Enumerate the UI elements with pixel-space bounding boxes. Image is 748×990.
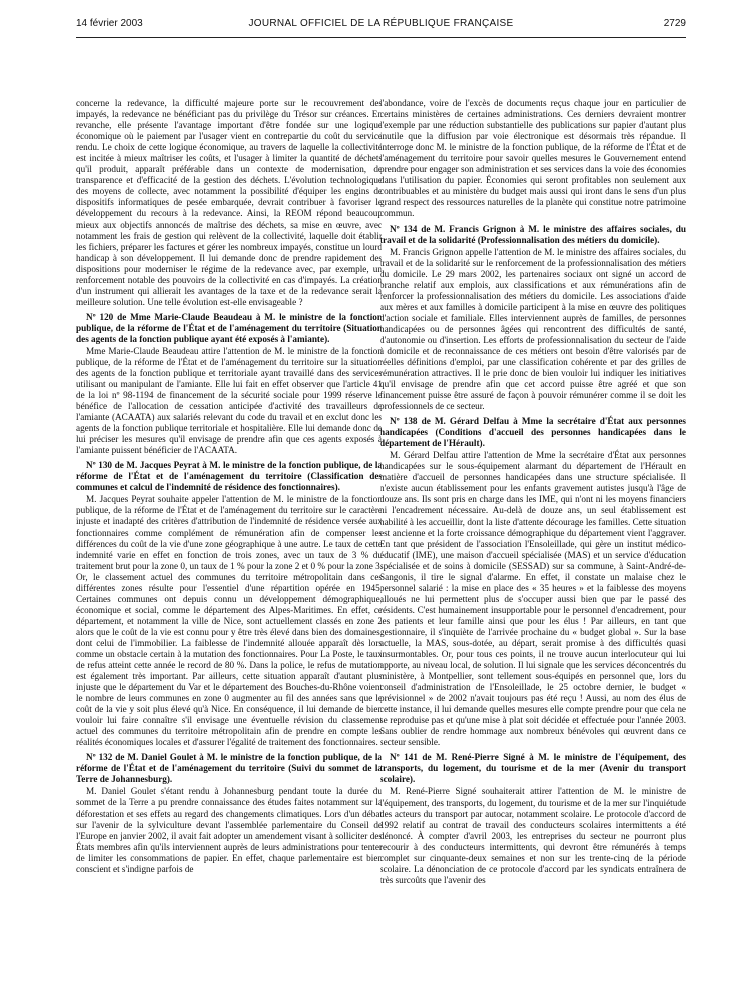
- header-date: 14 février 2003: [76, 18, 143, 29]
- question-134-heading: Nº 134 de M. Francis Grignon à M. le ministre des affaires sociales, du travail et de la solidarité (Professionnalisation des métiers du domicile).: [380, 223, 686, 245]
- continued-paragraph: l'abondance, voire de l'excès de documents reçus chaque jour en particulier de certains ministères de certaines administrations. Ces derniers devraient montrer l'exemple par une réduction substantielle des publications sur papier d'autant plus inutile que la diffusion par voie électronique est désormais très répandue. Il interroge donc M. le ministre de la fonction publique, de la réforme de l'État et de l'aménagement du territoire pour savoir quelles mesures le Gouvernement entend prendre pour engager son administration et ses services dans la voie des économies dans l'utilisation du papier. Économies qui seront profitables non seulement aux contribuables et au ministère du budget mais aussi qui iront dans le sens d'un plus grand respect des ressources naturelles de la planète qui constitue notre patrimoine commun.: [380, 98, 686, 219]
- right-column: [380, 98, 686, 988]
- header-rule: [76, 37, 686, 38]
- question-120-heading: Nº 120 de Mme Marie-Claude Beaudeau à M. le ministre de la fonction publique, de la réforme de l'État et de l'aménagement du territoire (Situation des agents de la fonction publique ayant été exposés à l'amiante).: [76, 311, 382, 344]
- question-138-body: M. Gérard Delfau attire l'attention de Mme la secrétaire d'État aux personnes handicapées sur le sous-équipement alarmant du département de l'Hérault en matière d'accueil de personnes handicapées dans une structure spécialisée. Il n'existe aucun établissement pour les enfants gravement autistes jusqu'à l'âge de douze ans. Ils sont pris en charge dans les IME, qui n'ont ni les moyens financiers ni l'encadrement nécessaire. Au-delà de douze ans, un seul établissement est habilité à les accueillir, dont la liste d'attente décourage les familles. Cette situation est ancienne et la forte croissance démographique du département vient l'aggraver. En tant que président de l'association l'Ensoleillade, qui gère un institut médico-éducatif (IME), une maison d'accueil spécialisée (MAS) et un service d'éducation spécialisée et de soins à domicile (SESSAD) sur sa commune, à Saint-André-de-Sangonis, il tire le signal d'alarme. En effet, il constate un malaise chez le personnel salarié : la mise en place des « 35 heures » et la faiblesse des moyens alloués ne lui permettent plus de s'occuper aussi bien que par le passé des résidents. C'est humainement insupportable pour le personnel d'encadrement, pour les patients et leur famille ainsi que pour les élus ! Par ailleurs, en tant que gestionnaire, il s'inquiète de l'arrivée prochaine du « budget global ». Sur la base actuelle, la MAS, sous-dotée, au départ, serait promise à des difficultés quasi insurmontables. Or, pour tous ces points, il ne trouve aucun interlocuteur qui lui apporte, au niveau local, de solution. Il lui signale que les services déconcentrés du ministère, à Montpellier, sont tellement sous-équipés en personnel que, lors du conseil d'administration de l'Ensoleillade, le 25 octobre dernier, le budget « prévisionnel » de 2002 n'avait toujours pas été reçu ! Aussi, au nom des élus de cette instance, il lui demande quelles mesures elle compte prendre pour que cela ne se reproduise pas et qu'une mise à plat soit décidée et effectuée pour l'année 2003. Sans oublier de rendre hommage aux nombreux bénévoles qui œuvrent dans ce secteur sensible.: [380, 450, 686, 748]
- question-120-body: Mme Marie-Claude Beaudeau attire l'attention de M. le ministre de la fonction publique, de la réforme de l'État et de l'aménagement du territoire sur la situation des agents de la fonction publique et territoriale ayant travaillé dans des services utilisant ou manipulant de l'amiante. Elle lui fait en effet observer que l'article 41 de la loi nº 98-1194 de financement de la sécurité sociale pour 1999 réserve le bénéfice de l'allocation de cessation anticipée d'activité des travailleurs de l'amiante (ACAATA) aux salariés relevant du code du travail et en exclut donc les agents de la fonction publique territoriale et hospitalière. Elle lui demande donc de lui préciser les mesures qu'il envisage de prendre afin que ces agents exposés à l'amiante puissent bénéficier de l'ACAATA.: [76, 345, 382, 456]
- page-number: 2729: [663, 18, 686, 29]
- question-132-heading: Nº 132 de M. Daniel Goulet à M. le ministre de la fonction publique, de la réforme de l'État et de l'aménagement du territoire (Suivi du sommet de la Terre de Johannesburg).: [76, 752, 382, 785]
- question-141-body: M. René-Pierre Signé souhaiterait attirer l'attention de M. le ministre de l'équipement, des transports, du logement, du tourisme et de la mer sur l'inquiétude des acteurs du transport par autocar, notamment scolaire. Le protocole d'accord de 1992 relatif au contrat de travail des conducteurs scolaires intermittents a été dénoncé. À compter d'avril 2003, les entreprises du secteur ne pourront plus recourir à des conducteurs intermittents, qui devront être rémunérés à temps complet sur cinquante-deux semaines et non sur les trente-cinq de la période scolaire. La dénonciation de ce protocole d'accord par les syndicats entraînera de très surcoûts que l'avenir des: [380, 786, 686, 885]
- journal-title: JOURNAL OFFICIEL DE LA RÉPUBLIQUE FRANÇAISE: [248, 18, 514, 29]
- question-138-heading: Nº 138 de M. Gérard Delfau à Mme la secrétaire d'État aux personnes handicapées (Conditions d'accueil des personnes handicapées dans le département de l'Hérault).: [380, 416, 686, 449]
- question-132-body: M. Daniel Goulet s'étant rendu à Johannesburg pendant toute la durée du sommet de la Terre a pu prendre connaissance des études faites notamment sur la déforestation et ses effets au regard des changements climatiques. Lors d'un débat sur l'avenir de la sylviculture devant l'assemblée parlementaire du Conseil de l'Europe en janvier 2002, il avait fait adopter un amendement visant à solliciter des États membres afin qu'ils interviennent auprès de leurs administrations pour tenter de limiter les consommations de papier. En effet, chaque parlementaire est bien conscient et s'indigne parfois de: [76, 786, 382, 874]
- question-130-body: M. Jacques Peyrat souhaite appeler l'attention de M. le ministre de la fonction publique, de la réforme de l'État et de l'aménagement du territoire sur le caractère injuste et inadapté des critères d'attribution de l'indemnité de résidence versée aux fonctionnaires comme complément de rémunération afin de compenser les différences du coût de la vie d'une zone géographique à une autre. Le taux de cette indemnité varie en effet en fonction de trois zones, avec un taux de 3 % du traitement brut pour la zone 0, un taux de 1 % pour la zone 2 et 0 % pour la zone 3. Or, le classement actuel des communes du territoire métropolitain dans ces différentes zones résulte pour l'essentiel d'une répartition opérée en 1945. Certaines communes ont depuis connu un développement démographique, économique et social, comme le département des Alpes-Maritimes. En effet, ce département, et notamment la ville de Nice, sont actuellement classés en zone 2 alors que le coût de la vie est connu pour y être très élevé dans bien des domaines, dont celui de l'immobilier. La faiblesse de l'indemnité allouée apparaît dès lors comme un obstacle certain à la mutation des fonctionnaires. Pour La Poste, le taux de refus atteint cette année le record de 80 %. Dans la police, le refus de mutation est également très important. Par ailleurs, cette situation apparaît d'autant plus injuste que le département du Var et le département des Bouches-du-Rhône voient le nombre de leurs communes en zone 0 augmenter au fil des années sans que le coût de la vie y soit plus élevé qu'à Nice. En conséquence, il lui demande de bien vouloir lui faire connaître s'il envisage une éventuelle révision du classement actuel des communes du territoire métropolitain afin de prendre en compte les réalités économiques locales et d'assurer l'égalité de traitement des fonctionnaires.: [76, 494, 382, 748]
- question-141-heading: Nº 141 de M. René-Pierre Signé à M. le ministre de l'équipement, des transports, du logement, du tourisme et de la mer (Avenir du transport scolaire).: [380, 752, 686, 785]
- page-header: [76, 18, 686, 36]
- question-134-body: M. Francis Grignon appelle l'attention de M. le ministre des affaires sociales, du travail et de la solidarité sur le renforcement de la professionnalisation des métiers du domicile. Le 29 mars 2002, les partenaires sociaux ont signé un accord de branche relatif aux emplois, aux classifications et aux rémunérations afin de renforcer la professionnalisation des métiers du domicile. Les associations d'aide aux mères et aux familles à domicile participent à la mise en œuvre des politiques d'action sociale et familiale. Elles interviennent auprès de familles, de personnes handicapées ou de personnes âgées qui rencontrent des difficultés de santé, d'autonomie ou d'insertion. Les efforts de professionnalisation du secteur de l'aide à domicile et de reconnaissance de ces métiers ont besoin d'être valorisés par de réelles définitions d'emploi, par une classification cohérente et par des grilles de rémunération attractives. Il le prie donc de bien vouloir lui indiquer les initiatives qu'il envisage de prendre afin que cet accord puisse être agréé et que son financement puisse être assuré de façon à pouvoir rémunérer comme il se doit les professionnels de ce secteur.: [380, 246, 686, 412]
- question-130-heading: Nº 130 de M. Jacques Peyrat à M. le ministre de la fonction publique, de la réforme de l'État et de l'aménagement du territoire (Classification des communes et calcul de l'indemnité de résidence des fonctionnaires).: [76, 460, 382, 493]
- left-column: [76, 98, 382, 988]
- intro-paragraph: concerne la redevance, la difficulté majeure porte sur le recouvrement des impayés, la redevance ne bénéficiant pas du privilège du Trésor sur créances. En revanche, elle présente l'avantage important d'être fondée sur une logique économique où le paiement par l'usager vient en contrepartie du coût du service rendu. Le choix de cette logique économique, au travers de laquelle la collectivité est incitée à mieux maîtriser les coûts, et l'usager à limiter la quantité de déchets qu'il produit, apparaît préférable dans un contexte de modernisation, de transparence et d'efficacité de la gestion des déchets. L'évolution technologique des moyens de collecte, avec notamment la possibilité d'équiper les engins de dispositifs informatiques de pesée embarquée, devrait contribuer à favoriser le développement du recours à la redevance. Ainsi, la REOM répond beaucoup mieux aux objectifs annoncés de maîtrise des déchets, sa mise en œuvre, avec notamment les frais de gestion qui relèvent de la collectivité, laquelle doit établir les fichiers, préparer les factures et gérer les nombreux impayés, constitue un lourd handicap à son développement. Il lui demande donc de prendre rapidement des dispositions pour moderniser le régime de la redevance avec, par exemple, un renforcement notable des pouvoirs de la collectivité en cas d'impayés. La création d'un instrument qui allierait les avantages de la taxe et de la redevance serait la meilleure solution. Une telle évolution est-elle envisageable ?: [76, 98, 382, 307]
